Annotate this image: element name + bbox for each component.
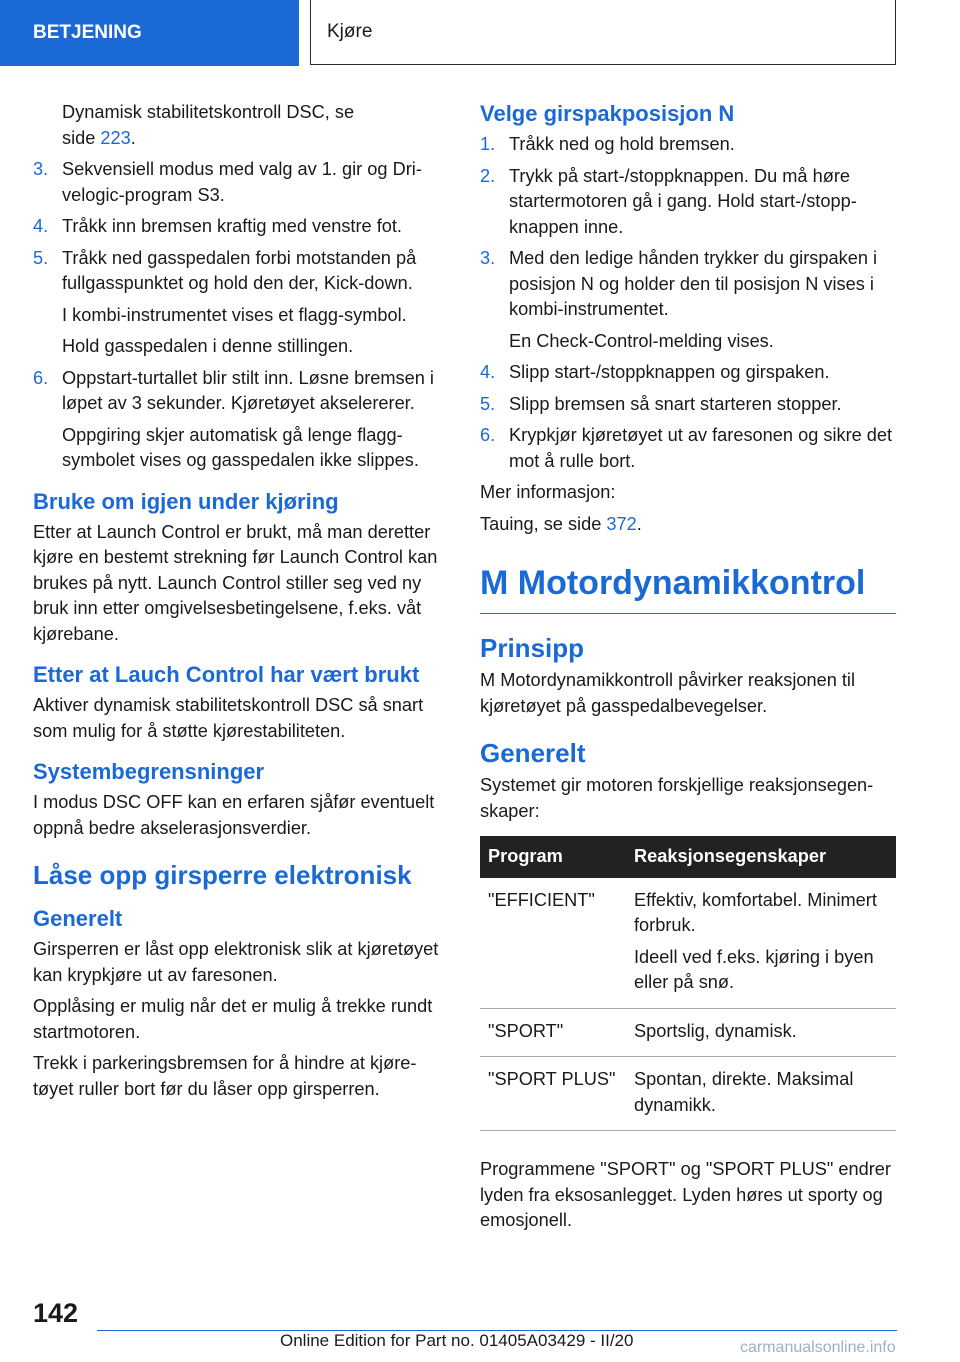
- heading-etter: Etter at Lauch Control har vært brukt: [33, 662, 420, 687]
- para-prinsipp: M Motordynamikkontroll påvirker reaksjonen til kjøretøyet på gasspedalbevegelser.: [480, 670, 856, 716]
- list-item: [480, 246, 896, 323]
- footer-edition: Online Edition for Part no. 01405A03429 - II/20: [280, 1331, 634, 1350]
- header-chapter-label: Kjøre: [327, 21, 373, 42]
- list-item: [33, 214, 447, 240]
- heading-laase: Låse opp girsperre elektronisk: [33, 860, 412, 890]
- list-number: 3.: [33, 159, 49, 179]
- list-text: Med den ledige hånden trykker du girspaken i posisjon N og holder den til posisjon N vises i kombi-instrumentet.: [509, 248, 878, 319]
- heading-motor: M Motordynamikkontrol: [480, 563, 896, 614]
- list-text: Slipp start-/stoppknappen og girspaken.: [509, 362, 830, 382]
- list-number: 2.: [480, 165, 496, 186]
- list-number: 1.: [480, 134, 496, 154]
- heading-velge: Velge girspakposisjon N: [480, 101, 735, 126]
- heading-prinsipp: Prinsipp: [480, 633, 585, 663]
- cell-program: "SPORT": [480, 1008, 626, 1057]
- table-row: [480, 1057, 896, 1131]
- more-info: Mer informasjon:: [480, 482, 616, 502]
- list-item: [33, 366, 447, 417]
- list-item: [33, 157, 447, 208]
- heading-system: Systembegrensninger: [33, 759, 265, 784]
- th-program: Program: [480, 836, 626, 878]
- list-number: 3.: [480, 248, 496, 268]
- list-item: [33, 246, 447, 297]
- para-after-table: Programmene "SPORT" og "SPORT PLUS" endrer lyden fra eksosanlegget. Lyden høres ut sporty og emosjonell.: [480, 1159, 891, 1230]
- list-number: 4.: [33, 216, 49, 236]
- cell-text: Effektiv, komfortabel. Minimert forbruk.: [634, 889, 877, 935]
- item6-note: Oppgiring skjer automatisk gå lenge flaggsymbolet vises og gasspedalen ikke slippes.: [62, 424, 419, 470]
- left-column: [33, 100, 447, 1108]
- table-row: [480, 878, 896, 1009]
- cell-reaksjon: Spontan, direkte. Maksimal dynamikk.: [626, 1057, 896, 1131]
- list-item: [480, 392, 896, 418]
- cell-reaksjon: [626, 878, 896, 1009]
- page-number: 142: [33, 1298, 79, 1328]
- list-text: Sekvensiell modus med valg av 1. gir og Drivelogic-program S3.: [62, 159, 422, 205]
- watermark: carmanualsonline.info: [740, 1339, 896, 1356]
- list-number: 6.: [33, 367, 49, 388]
- cell-reaksjon: Sportslig, dynamisk.: [626, 1008, 896, 1057]
- cell-program: "SPORT PLUS": [480, 1057, 626, 1131]
- list-text: Tråkk ned gasspedalen forbi motstanden på fullgasspunktet og hold den der, Kick-down.: [62, 247, 417, 293]
- para-gen2: Opplåsing er mulig når det er mulig å trekke rundt startmotoren.: [33, 996, 433, 1042]
- para-gen3: Trekk i parkeringsbremsen for å hindre at kjøretøyet ruller bort før du låser opp girsperren.: [33, 1053, 417, 1099]
- para-bruke: Etter at Launch Control er brukt, må man deretter kjøre en bestemt strekning før Launch Control kan brukes på nytt. Launch Control stiller seg ved ny bruk inn etter omgivelsesbetingelsene, f.eks. våt kjørebane.: [33, 521, 438, 644]
- item5-note1: I kombi-instrumentet vises et flagg-symbol.: [62, 304, 407, 325]
- list-item: [480, 132, 896, 158]
- list-text: Trykk på start-/stoppknappen. Du må høre startermotoren gå i gang. Hold start-/stoppknappen inne.: [509, 165, 857, 237]
- header-chapter: [310, 0, 896, 65]
- list-number: 5.: [480, 393, 496, 414]
- para-system: I modus DSC OFF kan en erfaren sjåfør eventuelt oppnå bedre akselerasjonsverdier.: [33, 792, 435, 838]
- cell-text: Ideell ved f.eks. kjøring i byen eller på snø.: [634, 946, 874, 992]
- tauing-post: .: [636, 513, 642, 534]
- table-row: [480, 1008, 896, 1057]
- para-gen1: Girsperren er låst opp elektronisk slik at kjøretøyet kan krypkjøre ut av faresonen.: [33, 939, 439, 985]
- list-item: [480, 423, 896, 474]
- list-number: 4.: [480, 362, 496, 382]
- list-number: 5.: [33, 247, 49, 268]
- header-section: [0, 0, 299, 66]
- cell-program: "EFFICIENT": [480, 878, 626, 1009]
- cont-line2-post: .: [130, 127, 136, 148]
- list-text: Oppstart-turtallet blir stilt inn. Løsne bremsen i løpet av 3 sekunder. Kjøretøyet akselererer.: [62, 367, 434, 413]
- para-generelt: Systemet gir motoren forskjellige reaksjonsegenskaper:: [480, 775, 874, 821]
- continued-text: [62, 100, 447, 151]
- list-text: Tråkk ned og hold bremsen.: [509, 134, 735, 154]
- list-text: Slipp bremsen så snart starteren stopper.: [509, 393, 842, 414]
- list-text: Krypkjør kjøretøyet ut av faresonen og sikre det mot å rulle bort.: [509, 425, 893, 471]
- list-number: 6.: [480, 425, 496, 445]
- tauing-pre: Tauing, se side: [480, 513, 607, 534]
- list-text: Tråkk inn bremsen kraftig med venstre fot.: [62, 216, 402, 236]
- list-item: [480, 360, 896, 386]
- list-item: [480, 164, 896, 241]
- header-section-label: BETJENING: [33, 22, 142, 43]
- program-table: [480, 836, 896, 1131]
- heading-bruke: Bruke om igjen under kjøring: [33, 488, 339, 514]
- item5-note2: Hold gasspedalen i denne stillingen.: [62, 336, 354, 356]
- heading-generelt-right: Generelt: [480, 738, 586, 768]
- cont-line1: Dynamisk stabilitetskontroll DSC, se: [62, 102, 355, 122]
- para-etter: Aktiver dynamisk stabilitetskontroll DSC så snart som mulig for å støtte kjørestabiliteten.: [33, 695, 424, 741]
- th-reaksjon: Reaksjonsegenskaper: [626, 836, 896, 878]
- step3-note: En Check-Control-melding vises.: [509, 330, 774, 351]
- table-header-row: [480, 836, 896, 878]
- page-link-223[interactable]: 223: [100, 127, 131, 148]
- heading-generelt-left: Generelt: [33, 906, 123, 931]
- right-column: [480, 100, 896, 1240]
- cont-line2-pre: side: [62, 127, 101, 148]
- tauing-ref: [480, 512, 896, 538]
- page-link-372[interactable]: 372: [606, 513, 637, 534]
